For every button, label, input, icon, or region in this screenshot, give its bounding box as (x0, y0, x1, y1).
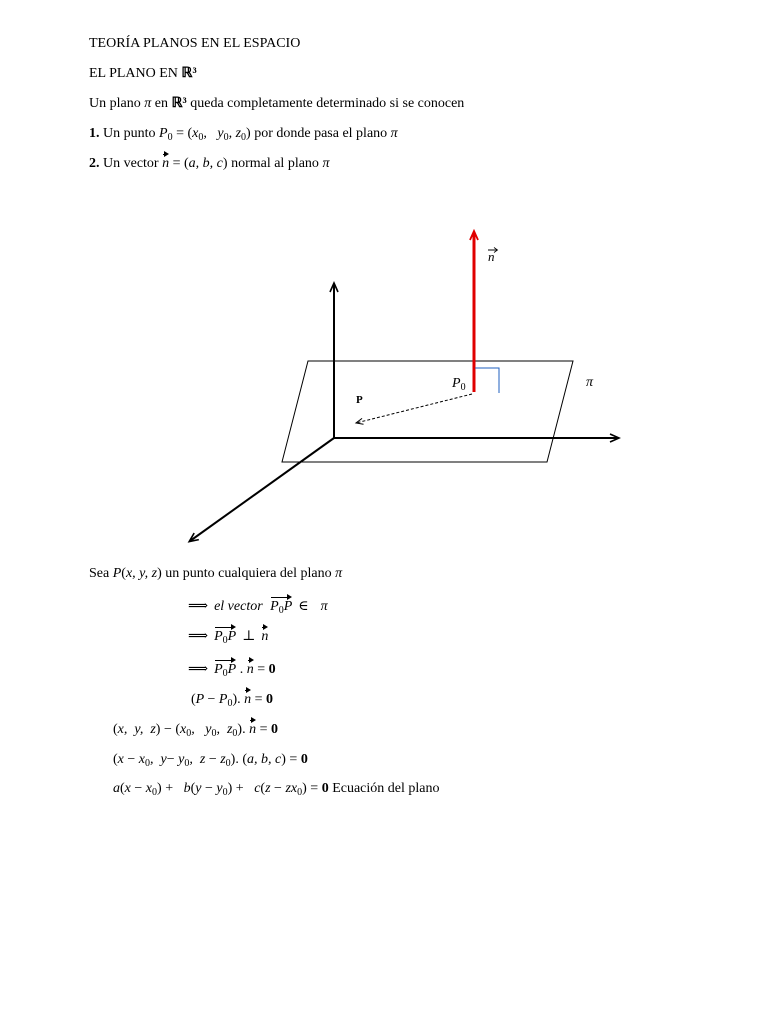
derivation-step-1: ⟹ el vector $P_0P$ ∈ π (188, 599, 328, 616)
section-heading-text: EL PLANO EN (89, 66, 182, 81)
intro-text-2: en (151, 96, 172, 111)
pi-symbol: π (144, 96, 152, 111)
label-p0-letter: P (452, 376, 461, 391)
derivation-step-2: ⟹ $P_0P$ ⊥ n (188, 629, 269, 646)
list-item-text: por donde pasa el plano (250, 126, 391, 141)
derivation-step-4: $(P - P_0)$. n = 0 (191, 692, 274, 709)
label-n (488, 248, 498, 265)
list-item-text: Un vector (99, 156, 163, 171)
list-item-number: 1. (89, 126, 100, 141)
x-axis (190, 438, 334, 541)
label-p: P (356, 394, 363, 406)
r3-symbol: ℝ³ (171, 96, 187, 111)
list-item-number: 2. (89, 156, 100, 171)
plane-equation (113, 780, 439, 798)
sea-text: Sea (89, 566, 113, 581)
point-p0-formula: $P_0 = (x_0$, $y_0$, $z_0$) (159, 126, 251, 143)
pi-symbol: π (335, 566, 343, 581)
sea-sentence (89, 565, 342, 583)
vector-p0-p (356, 394, 472, 423)
intro-text-3: queda completamente determinado si se conocen (186, 96, 465, 111)
sea-text: un punto cualquiera del plano (161, 566, 336, 581)
label-p0-subscript: 0 (460, 382, 466, 393)
derivation-step-5: (x, y, $z) - (x_0$, $y_0$, $z_0$). n = 0 (113, 722, 278, 739)
derivation-step-6: ($x - x_0$, $y- y_0$, $z - z_0$). (a, b, c) = 0 (113, 752, 308, 769)
equation-label: Ecuación del plano (332, 781, 440, 796)
plane-pi (282, 361, 573, 462)
label-pi: π (586, 375, 594, 390)
step1-text: el vector (214, 599, 263, 614)
document-title: TEORÍA PLANOS EN EL ESPACIO (89, 36, 301, 51)
intro-text-1: Un plano (89, 96, 145, 111)
label-n-text: n (488, 249, 495, 264)
list-item-text: normal al plano (227, 156, 323, 171)
r3-symbol: ℝ³ (181, 66, 197, 81)
point-p-formula: P(x, y, z) (112, 566, 162, 581)
normal-vector-formula: n = (a, b, c) (162, 156, 228, 171)
pi-symbol: π (390, 126, 398, 141)
derivation-step-3: ⟹ $P_0P$ . n = 0 (188, 662, 276, 679)
plane-equation-formula: $a(x - x_0) + b(y - y_0) + c(z - zx_0) = 0$ (113, 781, 329, 798)
right-angle-marker (475, 368, 499, 393)
pi-symbol: π (322, 156, 330, 171)
label-p0 (451, 376, 466, 393)
list-item-text: Un punto (99, 126, 159, 141)
